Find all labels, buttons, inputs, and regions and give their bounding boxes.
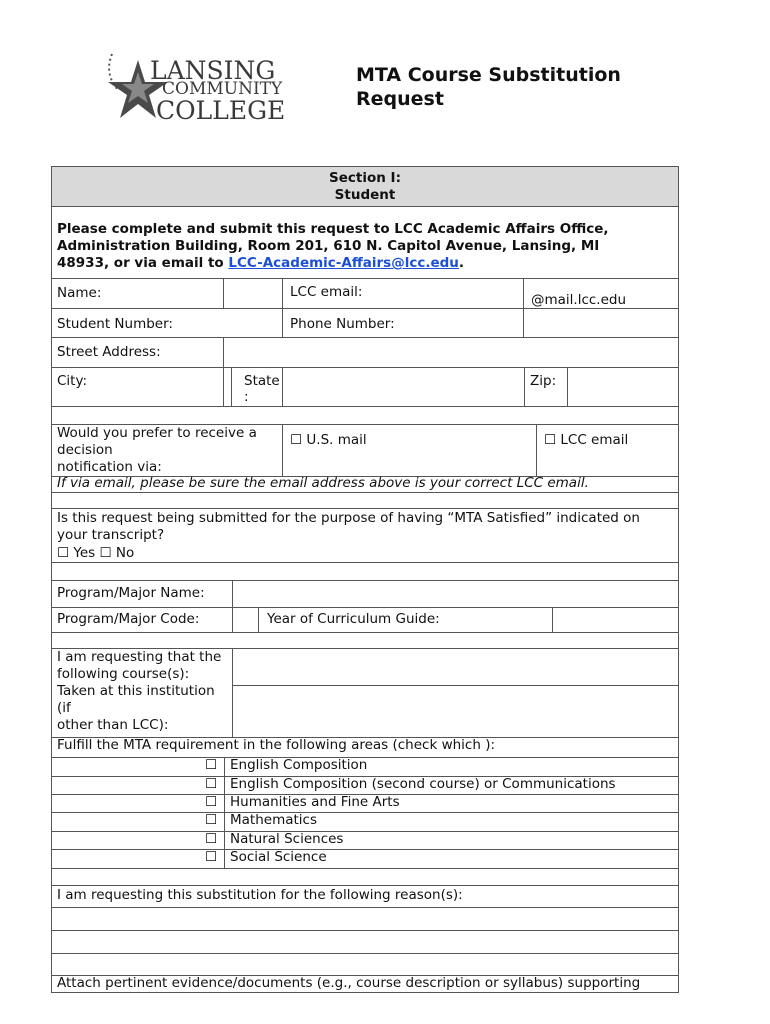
instructions-line-3-prefix: 48933, or via email to bbox=[57, 255, 229, 271]
notification-question-line-2: decision bbox=[57, 442, 113, 458]
name-input[interactable] bbox=[224, 279, 281, 307]
program-name-label: Program/Major Name: bbox=[57, 585, 205, 601]
reason-line-2[interactable] bbox=[52, 931, 678, 952]
email-note: If via email, please be sure the email address above is your correct LCC email. bbox=[57, 475, 589, 491]
requesting-courses-line-2: following course(s): bbox=[57, 666, 190, 682]
zip-input[interactable] bbox=[568, 368, 677, 405]
college-logo bbox=[98, 44, 298, 136]
document-title bbox=[356, 63, 676, 111]
fulfill-mta-label: Fulfill the MTA requirement in the following areas (check which ): bbox=[57, 737, 496, 753]
area-checkbox-social-science[interactable]: ☐ bbox=[205, 849, 218, 865]
logo-word-lansing: LANSING bbox=[150, 56, 276, 85]
program-name-input[interactable] bbox=[233, 581, 677, 606]
student-number-input[interactable] bbox=[224, 309, 281, 336]
notification-question-line-3: notification via: bbox=[57, 459, 162, 475]
program-code-input[interactable] bbox=[233, 608, 257, 631]
logo-word-college: COLLEGE bbox=[156, 96, 286, 125]
mta-satisfied-question-line-1: Is this request being submitted for the purpose of having “MTA Satisfied” indicated on bbox=[57, 510, 640, 526]
taken-at-line-1: Taken at this institution bbox=[57, 683, 215, 699]
program-code-label: Program/Major Code: bbox=[57, 611, 200, 627]
area-label-english-composition-second: English Composition (second course) or Communications bbox=[230, 776, 616, 792]
area-checkbox-natural-sciences[interactable]: ☐ bbox=[205, 831, 218, 847]
logo-word-community: COMMUNITY bbox=[162, 79, 283, 99]
requesting-courses-line-1: I am requesting that the bbox=[57, 649, 222, 665]
email-domain-suffix: @mail.lcc.edu bbox=[531, 292, 627, 308]
curriculum-year-label: Year of Curriculum Guide: bbox=[267, 611, 440, 627]
area-label-natural-sciences: Natural Sciences bbox=[230, 831, 344, 847]
phone-number-label: Phone Number: bbox=[290, 316, 395, 332]
us-mail-checkbox[interactable]: ☐ U.S. mail bbox=[290, 432, 367, 448]
instructions-line-2: Administration Building, Room 201, 610 N. Capitol Avenue, Lansing, MI bbox=[57, 238, 600, 254]
area-label-social-science: Social Science bbox=[230, 849, 327, 865]
name-label: Name: bbox=[57, 285, 102, 301]
section-heading-line-2: Student bbox=[334, 187, 396, 203]
taken-at-line-3: other than LCC): bbox=[57, 717, 169, 733]
title-line-1: MTA Course Substitution bbox=[356, 64, 621, 86]
instructions-line-1: Please complete and submit this request to LCC Academic Affairs Office, bbox=[57, 221, 609, 237]
mta-satisfied-question-line-2: your transcript? bbox=[57, 527, 165, 543]
zip-label: Zip: bbox=[530, 373, 557, 389]
state-input[interactable] bbox=[283, 368, 523, 405]
area-checkbox-humanities[interactable]: ☐ bbox=[205, 794, 218, 810]
notification-question-line-1: Would you prefer to receive a bbox=[57, 425, 257, 441]
area-label-humanities: Humanities and Fine Arts bbox=[230, 794, 400, 810]
reason-line-1[interactable] bbox=[52, 908, 678, 929]
section-heading-line-1: Section I: bbox=[329, 170, 401, 186]
attach-evidence-label: Attach pertinent evidence/documents (e.g., course description or syllabus) supporting bbox=[57, 975, 641, 991]
reasons-label: I am requesting this substitution for the following reason(s): bbox=[57, 887, 463, 903]
state-label-colon: : bbox=[244, 389, 249, 405]
area-label-mathematics: Mathematics bbox=[230, 812, 317, 828]
area-checkbox-mathematics[interactable]: ☐ bbox=[205, 812, 218, 828]
lcc-email-checkbox[interactable]: ☐ LCC email bbox=[544, 432, 629, 448]
reason-line-3[interactable] bbox=[52, 954, 678, 974]
academic-affairs-email-link[interactable]: LCC-Academic-Affairs@lcc.edu bbox=[228, 255, 459, 271]
requested-courses-input[interactable] bbox=[233, 649, 677, 684]
institution-input[interactable] bbox=[233, 686, 677, 736]
lcc-email-label: LCC email: bbox=[290, 284, 363, 300]
student-number-label: Student Number: bbox=[57, 316, 173, 332]
street-address-input[interactable] bbox=[224, 338, 677, 366]
instructions-line-3 bbox=[57, 255, 464, 272]
street-address-label: Street Address: bbox=[57, 344, 161, 360]
area-label-english-composition: English Composition bbox=[230, 757, 368, 773]
curriculum-year-input[interactable] bbox=[553, 608, 677, 631]
title-line-2: Request bbox=[356, 88, 444, 110]
city-label: City: bbox=[57, 373, 88, 389]
phone-number-input[interactable] bbox=[524, 309, 677, 336]
state-label: State bbox=[244, 373, 280, 389]
instructions-line-3-suffix: . bbox=[458, 255, 465, 271]
area-checkbox-english-composition[interactable]: ☐ bbox=[205, 757, 218, 773]
area-checkbox-english-composition-second[interactable]: ☐ bbox=[205, 776, 218, 792]
taken-at-line-2: (if bbox=[57, 700, 71, 716]
request-form bbox=[51, 166, 679, 992]
yes-no-checkboxes[interactable]: ☐ Yes ☐ No bbox=[57, 545, 135, 561]
